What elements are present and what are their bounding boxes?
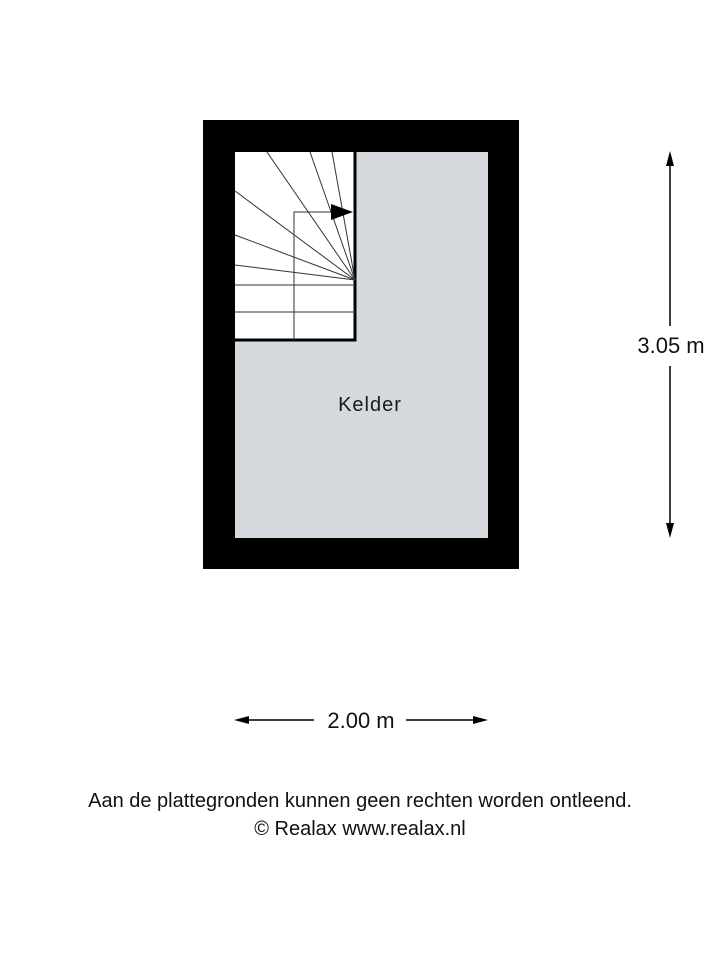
height-dimension bbox=[637, 151, 704, 538]
disclaimer-text: Aan de plattegronden kunnen geen rechten worden ontleend. bbox=[88, 790, 632, 812]
room-label: Kelder bbox=[338, 394, 402, 416]
arrow-up-icon bbox=[666, 151, 674, 166]
width-dimension bbox=[234, 708, 488, 733]
arrow-down-icon bbox=[666, 523, 674, 538]
width-dimension-label: 2.00 m bbox=[327, 708, 395, 733]
arrow-right-icon bbox=[473, 716, 488, 724]
copyright-text: © Realax www.realax.nl bbox=[254, 818, 466, 840]
arrow-left-icon bbox=[234, 716, 249, 724]
staircase bbox=[235, 152, 355, 340]
height-dimension-label: 3.05 m bbox=[637, 333, 705, 358]
